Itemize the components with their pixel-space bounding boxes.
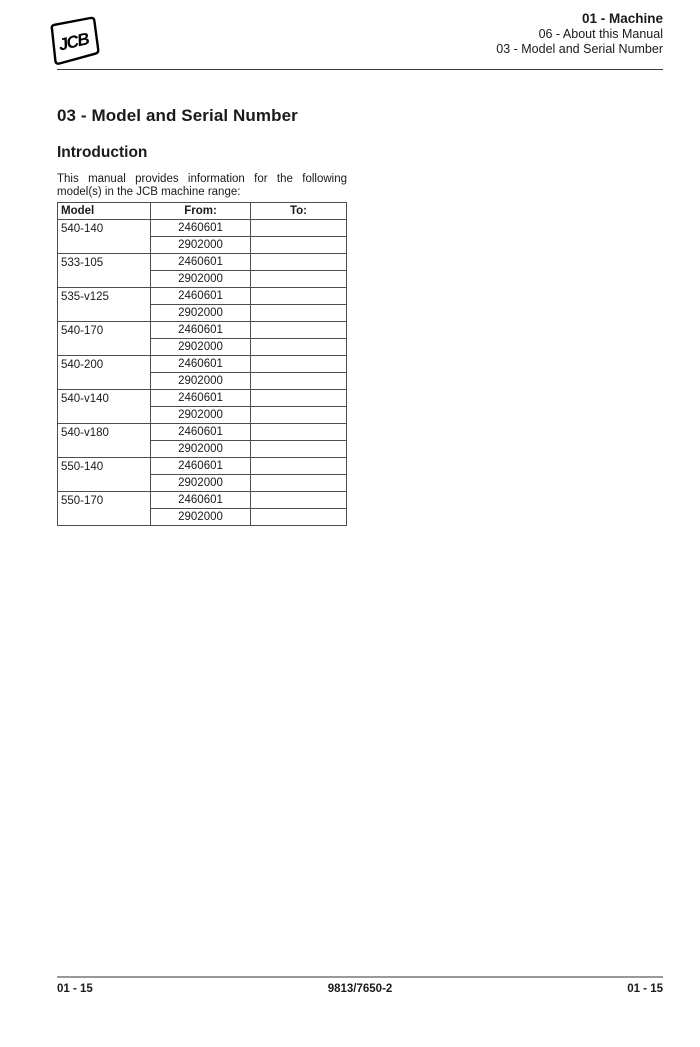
footer-document-number: 9813/7650-2 xyxy=(327,983,393,995)
from-cell: 2902000 xyxy=(151,441,251,458)
to-cell xyxy=(251,356,347,373)
to-cell xyxy=(251,492,347,509)
jcb-logo-icon xyxy=(41,14,105,68)
model-cell: 540-200 xyxy=(58,356,151,390)
from-cell: 2902000 xyxy=(151,237,251,254)
from-cell: 2902000 xyxy=(151,407,251,424)
jcb-logo-text: JCB xyxy=(56,29,91,55)
column-header-to: To: xyxy=(251,203,347,220)
to-cell xyxy=(251,322,347,339)
header-section: 01 - Machine xyxy=(581,11,663,26)
model-cell: 540-v140 xyxy=(58,390,151,424)
model-serial-table xyxy=(57,202,347,526)
to-cell xyxy=(251,271,347,288)
from-cell: 2902000 xyxy=(151,475,251,492)
to-cell xyxy=(251,339,347,356)
table-body xyxy=(58,220,347,526)
to-cell xyxy=(251,288,347,305)
from-cell: 2902000 xyxy=(151,305,251,322)
from-cell: 2460601 xyxy=(151,424,251,441)
table-row xyxy=(58,424,347,441)
from-cell: 2902000 xyxy=(151,509,251,526)
to-cell xyxy=(251,254,347,271)
to-cell xyxy=(251,237,347,254)
from-cell: 2460601 xyxy=(151,288,251,305)
table-row xyxy=(58,492,347,509)
from-cell: 2460601 xyxy=(151,322,251,339)
table-header-row xyxy=(58,203,347,220)
footer-divider xyxy=(57,976,663,978)
footer-page-number-right: 01 - 15 xyxy=(627,983,663,995)
from-cell: 2902000 xyxy=(151,271,251,288)
table-row xyxy=(58,322,347,339)
table-row xyxy=(58,220,347,237)
column-header-model: Model xyxy=(58,203,151,220)
from-cell: 2460601 xyxy=(151,492,251,509)
from-cell: 2460601 xyxy=(151,254,251,271)
to-cell xyxy=(251,373,347,390)
model-cell: 550-140 xyxy=(58,458,151,492)
table-header xyxy=(58,203,347,220)
from-cell: 2460601 xyxy=(151,356,251,373)
to-cell xyxy=(251,305,347,322)
header-subsection: 06 - About this Manual xyxy=(538,26,663,41)
to-cell xyxy=(251,509,347,526)
from-cell: 2460601 xyxy=(151,390,251,407)
header-topic: 03 - Model and Serial Number xyxy=(496,42,663,56)
model-cell: 540-170 xyxy=(58,322,151,356)
table-row xyxy=(58,390,347,407)
model-cell: 535-v125 xyxy=(58,288,151,322)
model-cell: 540-140 xyxy=(58,220,151,254)
from-cell: 2460601 xyxy=(151,220,251,237)
to-cell xyxy=(251,424,347,441)
footer-page-number-left: 01 - 15 xyxy=(57,983,93,995)
intro-paragraph: This manual provides information for the following model(s) in the JCB machine range: xyxy=(57,173,347,198)
from-cell: 2460601 xyxy=(151,458,251,475)
table-row xyxy=(58,254,347,271)
column-header-from: From: xyxy=(151,203,251,220)
from-cell: 2902000 xyxy=(151,339,251,356)
to-cell xyxy=(251,220,347,237)
table-row xyxy=(58,458,347,475)
table-row xyxy=(58,288,347,305)
model-cell: 540-v180 xyxy=(58,424,151,458)
to-cell xyxy=(251,407,347,424)
to-cell xyxy=(251,441,347,458)
to-cell xyxy=(251,458,347,475)
from-cell: 2902000 xyxy=(151,373,251,390)
model-cell: 533-105 xyxy=(58,254,151,288)
page-title: 03 - Model and Serial Number xyxy=(57,106,298,125)
header-breadcrumb xyxy=(496,11,663,58)
header-divider xyxy=(57,69,663,70)
introduction-heading: Introduction xyxy=(57,144,148,161)
to-cell xyxy=(251,390,347,407)
table-row xyxy=(58,356,347,373)
footer xyxy=(57,983,663,995)
to-cell xyxy=(251,475,347,492)
model-cell: 550-170 xyxy=(58,492,151,526)
